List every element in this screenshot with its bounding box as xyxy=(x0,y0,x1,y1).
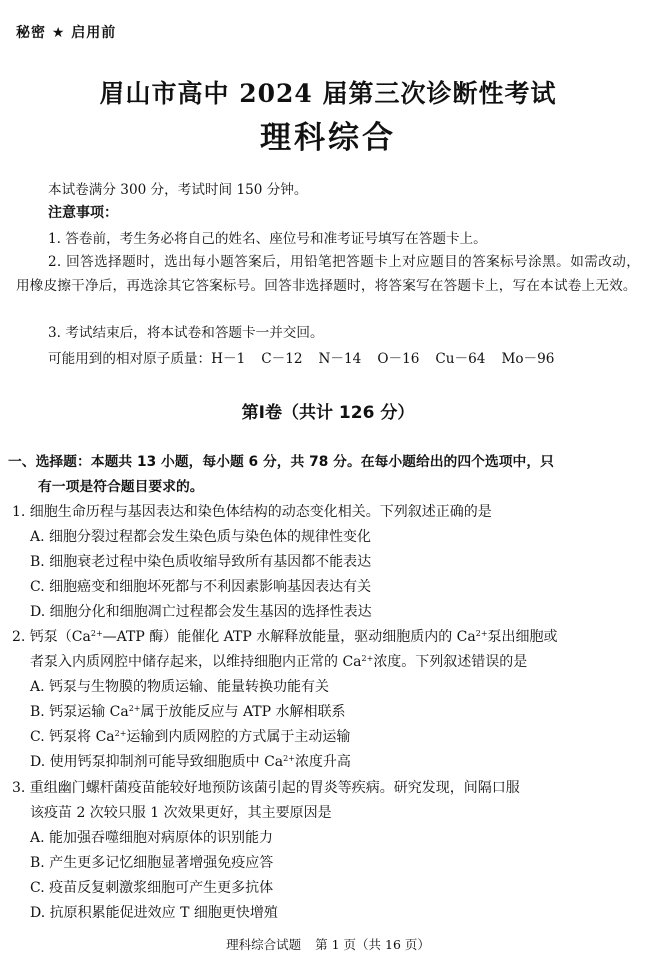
section-heading-line-1: 一、选择题：本题共 13 小题，每小题 6 分，共 78 分。在每小题给出的四个选项中，只 xyxy=(8,454,554,470)
question-2 xyxy=(12,625,644,775)
notice-item-2: 2. 回答选择题时，选出每小题答案后，用铅笔把答题卡上对应题目的答案标号涂黑。如需改动，用橡皮擦干净后，再选涂其它答案标号。回答非选择题时，将答案写在答题卡上，写在本试卷上无效。 xyxy=(16,254,640,294)
question-2-option-a: A. 钙泵与生物膜的物质运输、能量转换功能有关 xyxy=(30,679,330,695)
question-3-option-b: B. 产生更多记忆细胞显著增强免疫应答 xyxy=(30,855,274,871)
atomic-mass-h: H－1 xyxy=(211,351,246,367)
question-3-option-a: A. 能加强吞噬细胞对病原体的识别能力 xyxy=(30,830,274,846)
atomic-masses-line xyxy=(48,347,554,367)
question-2-stem-continued: 者泵入内质网腔中储存起来，以维持细胞内正常的 $Ca^{2+}$浓度。下列叙述错误的是 xyxy=(30,654,528,670)
notice-item-3: 3. 考试结束后，将本试卷和答题卡一并交回。 xyxy=(48,325,324,341)
atomic-mass-cu: Cu－64 xyxy=(435,351,486,367)
notice-heading: 注意事项： xyxy=(48,205,118,221)
question-1-option-b: B. 细胞衰老过程中染色质收缩导致所有基因都不能表达 xyxy=(30,554,372,570)
atomic-mass-mo: Mo－96 xyxy=(501,351,555,367)
question-1-option-c: C. 细胞癌变和细胞坏死都与不利因素影响基因表达有关 xyxy=(30,579,372,595)
notice-item-1: 1. 答卷前，考生务必将自己的姓名、座位号和准考证号填写在答题卡上。 xyxy=(48,231,487,247)
question-3 xyxy=(12,776,644,926)
question-2-option-b: B. 钙泵运输 $Ca^{2+}$属于放能反应与 ATP 水解相联系 xyxy=(30,704,346,720)
footer-page-number: 第 1 页（共 16 页） xyxy=(315,937,430,952)
question-3-stem-continued: 该疫苗 2 次较只服 1 次效果更好，其主要原因是 xyxy=(30,805,332,821)
question-2-option-c: C. 钙泵将 $Ca^{2+}$运输到内质网腔的方式属于主动运输 xyxy=(30,729,351,745)
atomic-masses-label: 可能用到的相对原子质量： xyxy=(48,351,212,367)
question-3-option-c: C. 疫苗反复刺激浆细胞可产生更多抗体 xyxy=(30,880,274,896)
question-3-stem: 3. 重组幽门螺杆菌疫苗能较好地预防该菌引起的胃炎等疾病。研究发现，间隔口服 xyxy=(12,780,520,796)
exam-subject-title: 理科综合 xyxy=(260,120,396,156)
volume-title: 第Ⅰ卷（共计 126 分） xyxy=(241,403,415,423)
footer-subject: 理科综合试题 xyxy=(226,937,302,952)
question-1-option-d: D. 细胞分化和细胞凋亡过程都会发生基因的选择性表达 xyxy=(30,604,372,620)
question-2-option-d: D. 使用钙泵抑制剂可能导致细胞质中 $Ca^{2+}$浓度升高 xyxy=(30,754,351,770)
question-3-option-d: D. 抗原积累能促进效应 T 细胞更快增殖 xyxy=(30,905,278,921)
section-heading-line-2: 有一项是符合题目要求的。 xyxy=(38,479,204,495)
page-footer xyxy=(0,935,656,953)
question-1 xyxy=(12,500,644,625)
atomic-mass-c: C－12 xyxy=(261,351,303,367)
exam-title: 眉山市高中 2024 届第三次诊断性考试 xyxy=(99,79,557,108)
confidential-mark: 秘密 ★ 启用前 xyxy=(16,25,117,41)
section-heading xyxy=(8,450,644,500)
question-1-stem: 1. 细胞生命历程与基因表达和染色体结构的动态变化相关。下列叙述正确的是 xyxy=(12,504,492,520)
question-1-option-a: A. 细胞分裂过程都会发生染色质与染色体的规律性变化 xyxy=(30,529,372,545)
atomic-mass-n: N－14 xyxy=(318,351,362,367)
question-2-stem: 2. 钙泵（$Ca^{2+}—ATP$ 酶）能催化 ATP 水解释放能量，驱动细胞质内的 $Ca^{2+}$泵出细胞或 xyxy=(12,629,558,645)
atomic-mass-o: O－16 xyxy=(377,351,420,367)
score-time-line: 本试卷满分 300 分，考试时间 150 分钟。 xyxy=(48,182,308,198)
